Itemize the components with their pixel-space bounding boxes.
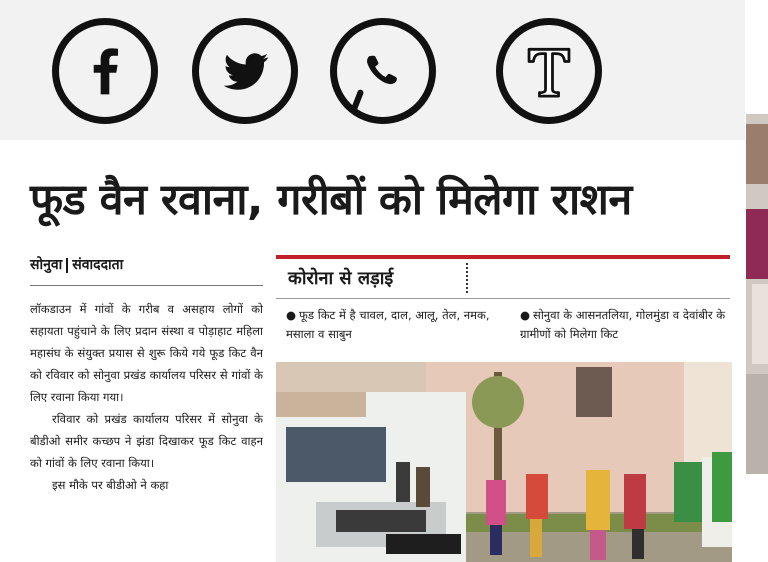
whatsapp-icon	[337, 25, 429, 117]
byline-divider	[30, 285, 263, 286]
byline-location: सोनुवा	[30, 257, 63, 273]
text-size-button[interactable]	[496, 18, 602, 124]
highlight-text: सोनुवा के आसनतलिया, गोलमुंडा व देवांबीर के ग्रामीणों को मिलेगा किट	[520, 308, 726, 341]
section-accent-rule	[276, 255, 730, 259]
body-paragraph: लॉकडाउन में गांवों के गरीब व असहाय लोगों को सहायता पहुंचाने के लिए प्रदान संस्था व पोड़ाहाट महिला महासंघ के संयुक्त प्रयास से शुरू किये गये फूड किट वैन को रविवार को सोनुवा प्रखंड कार्यालय परिसर से गांवों के लिए रवाना किया गया।	[30, 302, 263, 404]
facebook-icon	[59, 25, 151, 117]
highlight-item	[520, 306, 732, 344]
highlight-item	[286, 306, 496, 344]
share-bar	[0, 0, 745, 140]
dotted-divider	[466, 263, 468, 293]
article-photo	[276, 362, 732, 562]
article-body	[30, 298, 263, 562]
body-paragraph: इस मौके पर बीडीओ ने कहा	[52, 478, 169, 492]
text-size-icon	[503, 25, 595, 117]
body-paragraph: रविवार को प्रखंड कार्यालय परिसर में सोनुवा के बीडीओ समीर कच्छप ने झंडा दिखाकर फूड किट वाहन को गांवों के लिए रवाना किया।	[30, 412, 263, 470]
twitter-icon	[199, 25, 291, 117]
section-divider	[276, 298, 730, 299]
byline-reporter: संवाददाता	[72, 257, 124, 273]
byline-separator	[66, 258, 68, 273]
bullet-dot: ●	[286, 308, 297, 322]
twitter-share-button[interactable]	[192, 18, 298, 124]
facebook-share-button[interactable]	[52, 18, 158, 124]
whatsapp-share-button[interactable]	[330, 18, 436, 124]
bullet-dot: ●	[520, 308, 531, 322]
section-label: कोरोना से लड़ाई	[288, 268, 394, 289]
headline: फूड वैन रवाना, गरीबों को मिलेगा राशन	[30, 175, 632, 225]
highlight-text: फूड किट में है चावल, दाल, आलू, तेल, नमक, मसाला व साबुन	[286, 308, 490, 341]
adjacent-photo-strip	[746, 114, 768, 474]
byline	[30, 255, 123, 274]
